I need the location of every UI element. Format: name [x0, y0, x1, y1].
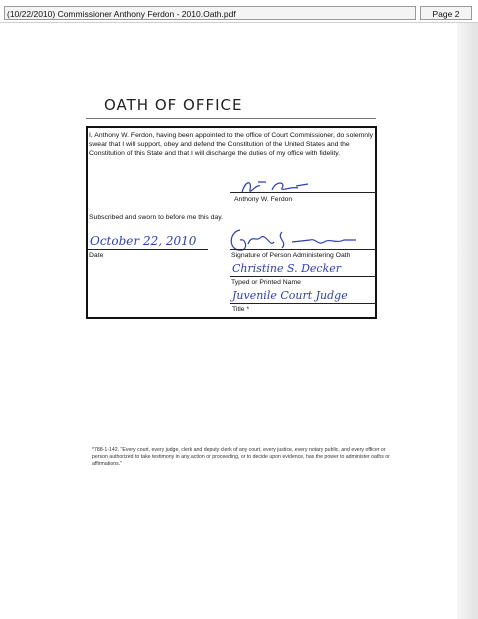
signature-label: Signature of Person Administering Oath	[231, 252, 351, 259]
handwritten-date: October 22, 2010	[90, 234, 197, 248]
title-label: Title *	[232, 306, 250, 313]
typed-name-line	[230, 276, 376, 277]
administering-signature-line	[230, 249, 376, 250]
officer-name: Anthony W. Ferdon	[234, 196, 293, 203]
officer-signature-line	[230, 192, 376, 193]
handwritten-typed-name: Christine S. Decker	[232, 262, 342, 275]
handwritten-title: Juvenile Court Judge	[232, 289, 348, 302]
subscribed-text: Subscribed and sworn to before me this day.	[89, 214, 223, 221]
title-underline	[86, 118, 376, 119]
date-label: Date	[89, 252, 104, 259]
title-line	[230, 303, 376, 304]
page-number-field[interactable]: Page 2	[420, 6, 472, 20]
page-edge-shadow	[457, 23, 478, 619]
document-title-field[interactable]: (10/22/2010) Commissioner Anthony Ferdon - 2010.Oath.pdf	[4, 6, 416, 20]
date-line	[88, 249, 208, 250]
oath-paragraph: I, Anthony W. Ferdon, having been appointed to the office of Court Commissioner, do solemnly swear that I will support, obey and defend the Constitution of the United States and the Constitution of this State and that I will discharge the duties of my office with fidelity.	[89, 132, 373, 157]
typed-name-label: Typed or Printed Name	[231, 279, 301, 286]
footnote: *788-1-142. "Every court, every judge, clerk and deputy clerk of any court, every justice, every notary public, and every officer or person authorized to take testimony in any action or proceeding, or to decide upon evidence, has the power to administer oaths or affirmations."	[92, 447, 390, 467]
viewer-header	[0, 0, 478, 23]
document-title: OATH OF OFFICE	[104, 96, 243, 114]
